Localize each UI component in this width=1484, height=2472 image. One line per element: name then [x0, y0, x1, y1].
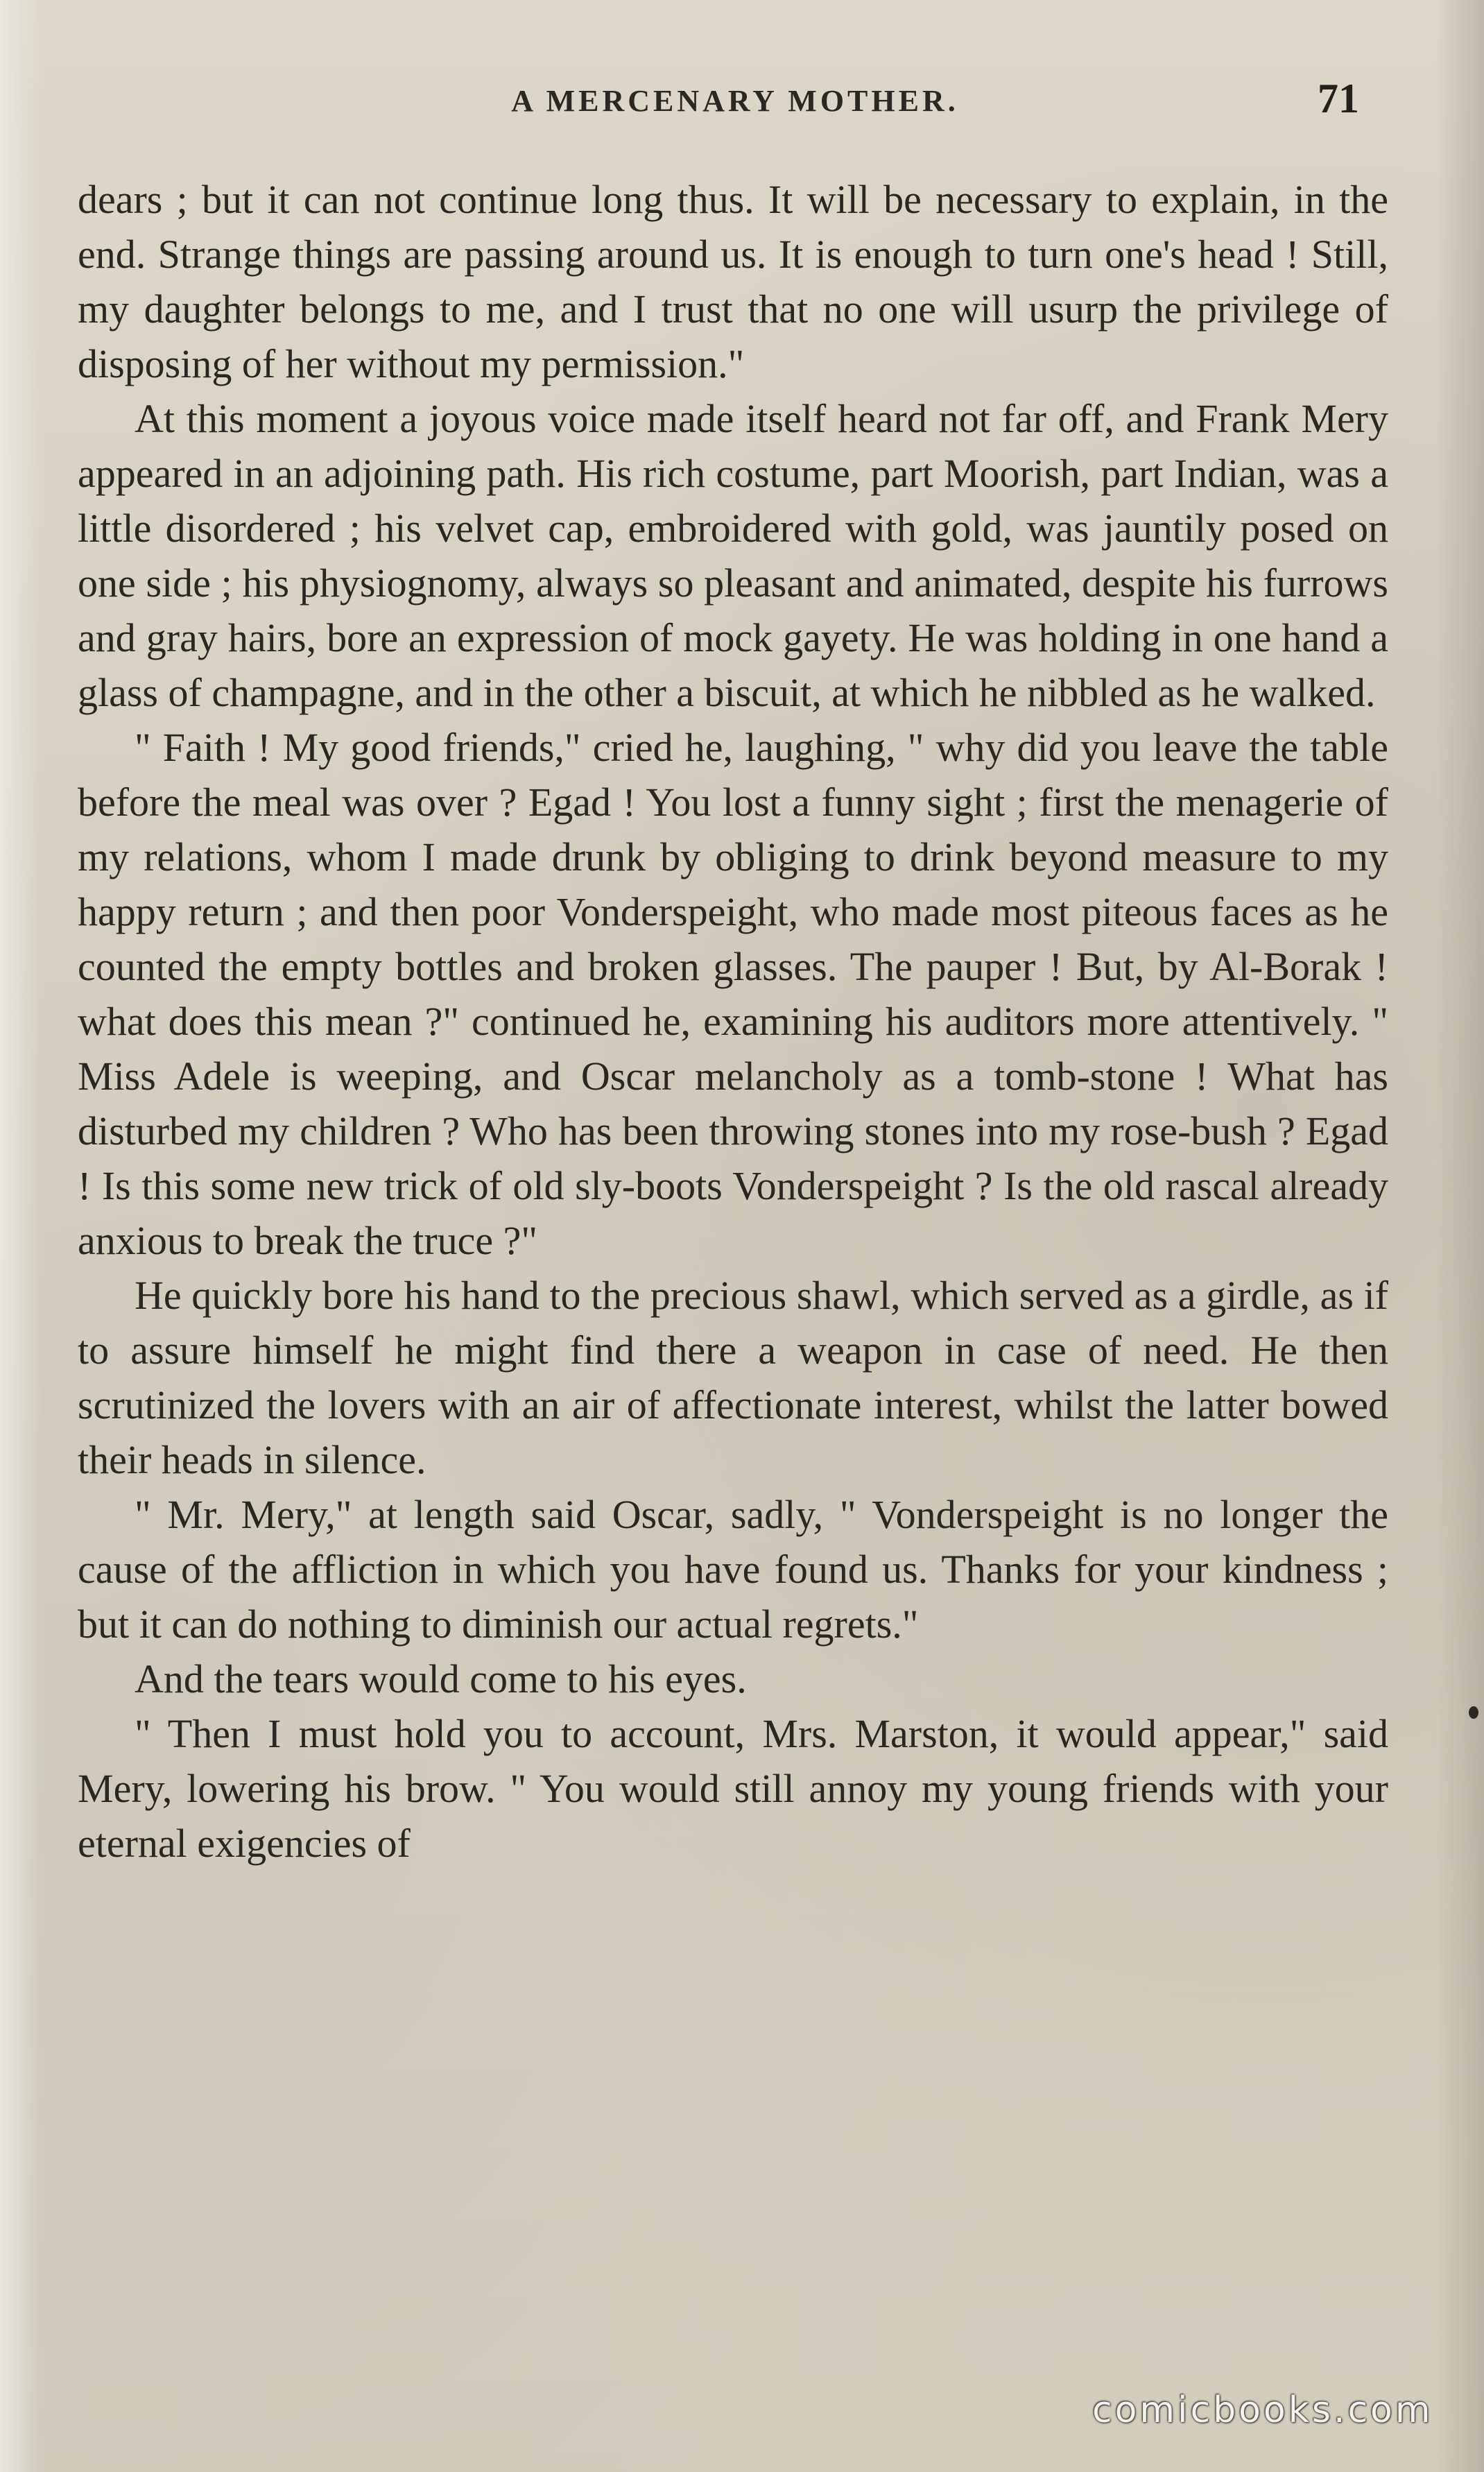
page-header — [0, 75, 1484, 137]
paragraph: " Faith ! My good friends," cried he, laughing, " why did you leave the table before the meal was over ? Egad ! You lost a funny sight ; first the menagerie of my relations, whom I made drunk by obliging to drink beyond measure to my happy return ; and then poor Vonderspeight, who made most piteous faces as he counted the empty bottles and broken glasses. The pauper ! But, by Al-Borak ! what does this mean ?" continued he, examining his auditors more attentively. " Miss Adele is weeping, and Oscar melancholy as a tomb-stone ! What has disturbed my children ? Who has been throwing stones into my rose-bush ? Egad ! Is this some new trick of old sly-boots Vonderspeight ? Is the old rascal already anxious to break the truce ?" — [78, 725, 1388, 1263]
page-gutter-shadow — [1435, 0, 1484, 2472]
paragraph: dears ; but it can not continue long thus. It will be necessary to explain, in the end. Strange things are passing around us. It is enough to turn one's head ! Still, my daughter belongs to me, and I trust that no one will usurp the privilege of disposing of her without my permission." — [78, 177, 1388, 386]
paragraph: " Mr. Mery," at length said Oscar, sadly, " Vonderspeight is no longer the cause of the affliction in which you have found us. Thanks for your kindness ; but it can do nothing to diminish our actual regrets." — [78, 1492, 1388, 1647]
ink-dot — [1469, 1706, 1478, 1719]
page-number: 71 — [1318, 76, 1359, 121]
page-edge-left — [0, 0, 42, 2472]
paragraph: And the tears would come to his eyes. — [135, 1656, 747, 1701]
running-head: A MERCENARY MOTHER. — [511, 84, 959, 118]
paragraph: He quickly bore his hand to the precious shawl, which served as a girdle, as if to assure himself he might find there a weapon in case of need. He then scrutinized the lovers with an air of affectionate interest, whilst the latter bowed their heads in silence. — [78, 1273, 1388, 1482]
body-text — [78, 172, 1388, 1871]
paragraph: " Then I must hold you to account, Mrs. Marston, it would appear," said Mery, lowering his brow. " You would still annoy my young friends with your eternal exigencies of — [78, 1711, 1388, 1866]
paragraph: At this moment a joyous voice made itself heard not far off, and Frank Mery appeared in an adjoining path. His rich costume, part Moorish, part Indian, was a little disordered ; his velvet cap, embroidered with gold, was jauntily posed on one side ; his physiognomy, always so pleasant and animated, despite his furrows and gray hairs, bore an expression of mock gayety. He was holding in one hand a glass of champagne, and in the other a biscuit, at which he nibbled as he walked. — [78, 396, 1388, 715]
watermark: comicbooks.com — [1092, 2389, 1433, 2431]
